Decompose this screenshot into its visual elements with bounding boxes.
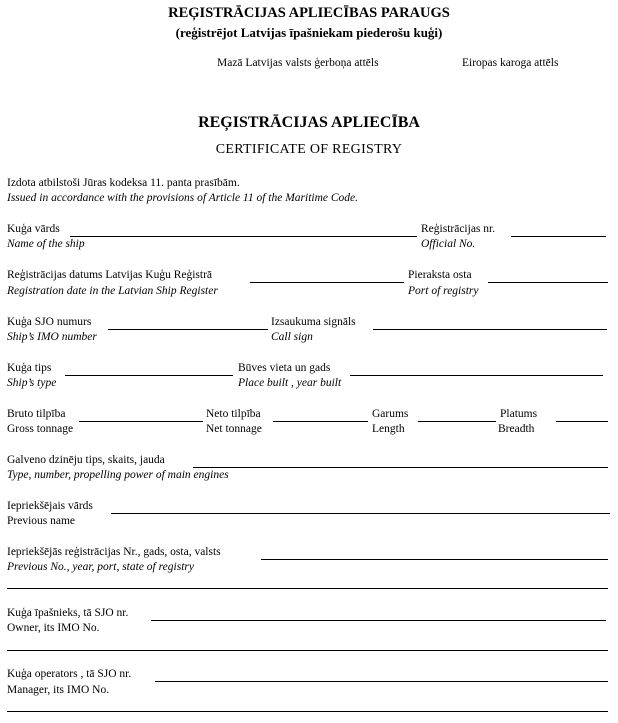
engines-label: Galveno dzinēju tips, skaits, jauda [7, 454, 165, 466]
port-of-registry-label: Pieraksta osta [408, 269, 472, 281]
owner-label-en: Owner, its IMO No. [7, 622, 100, 634]
registration-date-field[interactable] [250, 282, 404, 283]
registration-number-label: Reģistrācijas nr. [421, 223, 496, 235]
previous-name-label-en: Previous name [7, 515, 76, 527]
length-label-en: Length [372, 423, 405, 435]
previous-name-label: Iepriekšējais vārds [7, 500, 93, 512]
breadth-label-en: Breadth [498, 423, 535, 435]
issued-note-en: Issued in accordance with the provisions of Article 11 of the Maritime Code. [7, 192, 359, 204]
ship-name-label: Kuģa vārds [7, 223, 60, 235]
registration-number-field[interactable] [511, 236, 606, 237]
coat-of-arms-placeholder: Mazā Latvijas valsts ģerboņa attēls [217, 57, 379, 69]
owner-field[interactable] [151, 620, 606, 621]
operator-field[interactable] [155, 681, 608, 682]
previous-registration-field[interactable] [261, 559, 608, 560]
ship-name-label-en: Name of the ship [7, 238, 85, 250]
owner-field-line-2[interactable] [7, 650, 608, 651]
port-of-registry-label-en: Port of registry [408, 285, 479, 297]
call-sign-field[interactable] [373, 329, 607, 330]
registration-number-label-en: Official No. [421, 238, 476, 250]
operator-label-en: Manager, its IMO No. [7, 684, 110, 696]
certificate-title-en: CERTIFICATE OF REGISTRY [215, 142, 403, 157]
certificate-title: REĢISTRĀCIJAS APLIECĪBA [198, 114, 420, 131]
issued-note: Izdota atbilstoši Jūras kodeksa 11. panta prasībām. [7, 177, 240, 189]
net-tonnage-label: Neto tilpība [206, 408, 261, 420]
length-label: Garums [372, 408, 409, 420]
imo-number-label: Kuģa SJO numurs [7, 316, 92, 328]
breadth-label: Platums [500, 408, 538, 420]
imo-number-field[interactable] [108, 329, 268, 330]
place-built-label-en: Place built , year built [238, 377, 342, 389]
ship-type-field[interactable] [65, 375, 233, 376]
owner-label: Kuģa īpašnieks, tā SJO nr. [7, 607, 129, 619]
engines-label-en: Type, number, propelling power of main engines [7, 469, 229, 481]
net-tonnage-field[interactable] [273, 421, 368, 422]
ship-type-label-en: Ship’s type [7, 377, 57, 389]
ship-type-label: Kuģa tips [7, 362, 52, 374]
previous-registration-label-en: Previous No., year, port, state of registry [7, 561, 194, 573]
gross-tonnage-label: Bruto tilpība [7, 408, 66, 420]
document-title: REĢISTRĀCIJAS APLIECĪBAS PARAUGS [168, 5, 450, 21]
place-built-label: Būves vieta un gads [238, 362, 331, 374]
port-of-registry-field[interactable] [488, 282, 608, 283]
previous-registration-field-line-2[interactable] [7, 588, 608, 589]
call-sign-label-en: Call sign [271, 331, 313, 343]
place-built-field[interactable] [350, 375, 603, 376]
engines-field[interactable] [193, 467, 608, 468]
registration-date-label-en: Registration date in the Latvian Ship Register [7, 285, 218, 297]
call-sign-label: Izsaukuma signāls [271, 316, 356, 328]
net-tonnage-label-en: Net tonnage [206, 423, 262, 435]
imo-number-label-en: Ship’s IMO number [7, 331, 97, 343]
previous-name-field[interactable] [111, 513, 610, 514]
operator-field-line-2[interactable] [7, 711, 608, 712]
document-subtitle: (reģistrējot Latvijas īpašniekam piederošu kuģi) [175, 25, 443, 40]
previous-registration-label: Iepriekšējās reģistrācijas Nr., gads, osta, valsts [7, 546, 221, 558]
operator-label: Kuģa operators , tā SJO nr. [7, 668, 132, 680]
gross-tonnage-label-en: Gross tonnage [7, 423, 74, 435]
eu-flag-placeholder: Eiropas karoga attēls [462, 57, 559, 69]
gross-tonnage-field[interactable] [79, 421, 203, 422]
breadth-field[interactable] [556, 421, 608, 422]
ship-name-field[interactable] [70, 236, 417, 237]
length-field[interactable] [418, 421, 496, 422]
registration-date-label: Reģistrācijas datums Latvijas Kuģu Reģistrā [7, 269, 213, 281]
